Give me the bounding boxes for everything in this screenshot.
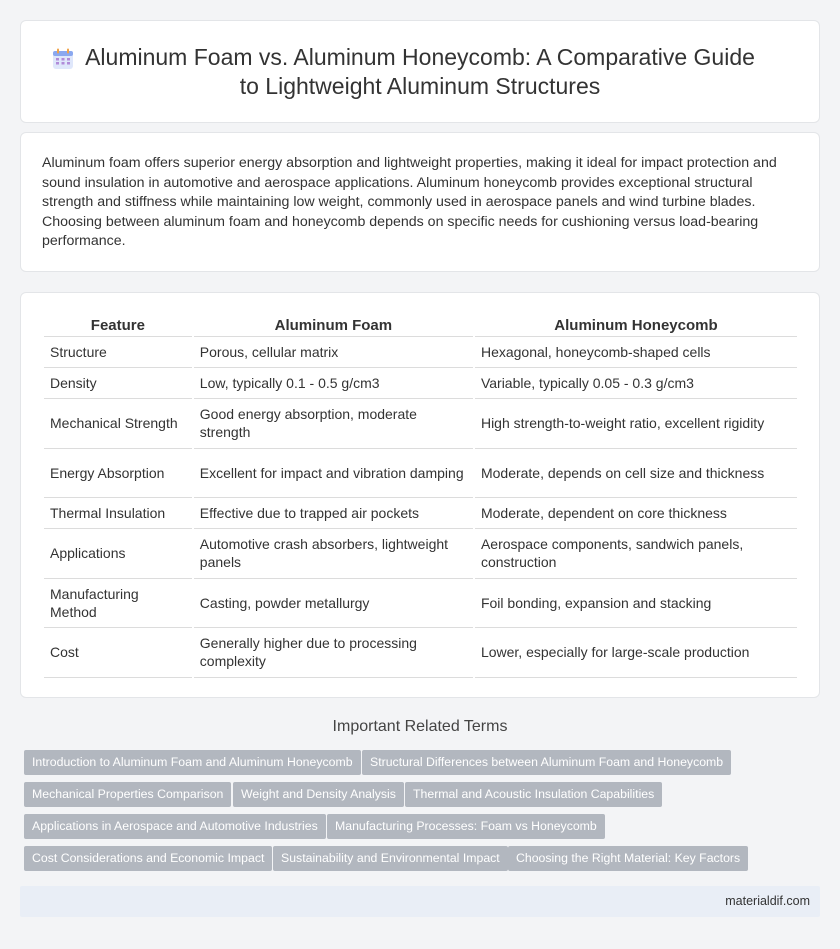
row-feature: Thermal Insulation: [44, 498, 192, 529]
table-row: [44, 449, 797, 499]
intro-paragraph: Aluminum foam offers superior energy absorption and lightweight properties, making it ideal for impact protection and sound insulation in automotive and aerospace applications. Aluminum honeycomb provides exceptional structural strength and stiffness while maintaining low weight, commonly used in aerospace panels and wind turbine blades. Choosing between aluminum foam and honeycomb depends on specific needs for cushioning versus load-bearing performance.: [42, 155, 777, 249]
row-feature: Density: [44, 368, 192, 399]
related-term-link[interactable]: Thermal and Acoustic Insulation Capabilities: [405, 782, 662, 807]
comparison-table-card: [20, 292, 820, 698]
related-term-link[interactable]: Manufacturing Processes: Foam vs Honeycomb: [327, 814, 605, 839]
comparison-table: [42, 315, 799, 678]
related-term-link[interactable]: Weight and Density Analysis: [233, 782, 404, 807]
row-feature: Applications: [44, 529, 192, 579]
table-header-row: [44, 315, 797, 337]
footer: [20, 886, 820, 917]
footer-site-name: materialdif.com: [725, 894, 810, 908]
related-terms-title: Important Related Terms: [332, 718, 508, 735]
row-honeycomb-value: Foil bonding, expansion and stacking: [475, 579, 797, 629]
row-foam-value: Generally higher due to processing complexity: [194, 628, 473, 678]
row-foam-value: Automotive crash absorbers, lightweight panels: [194, 529, 473, 579]
table-row: [44, 579, 797, 629]
page-title-line2: to Lightweight Aluminum Structures: [239, 73, 601, 99]
related-term-link[interactable]: Cost Considerations and Economic Impact: [24, 846, 272, 871]
table-row: [44, 498, 797, 529]
table-row: [44, 628, 797, 678]
row-feature: Cost: [44, 628, 192, 678]
row-foam-value: Casting, powder metallurgy: [194, 579, 473, 629]
row-honeycomb-value: Moderate, dependent on core thickness: [475, 498, 797, 529]
header-feature: Feature: [44, 315, 192, 337]
table-row: [44, 337, 797, 368]
row-honeycomb-value: High strength-to-weight ratio, excellent rigidity: [475, 399, 797, 449]
related-term-link[interactable]: Mechanical Properties Comparison: [24, 782, 231, 807]
intro-card: [20, 132, 820, 272]
related-term-link[interactable]: Introduction to Aluminum Foam and Aluminum Honeycomb: [24, 750, 361, 775]
table-row: [44, 529, 797, 579]
table-row: [44, 399, 797, 449]
row-foam-value: Excellent for impact and vibration damping: [194, 449, 473, 499]
header-aluminum-honeycomb: Aluminum Honeycomb: [475, 315, 797, 337]
row-foam-value: Low, typically 0.1 - 0.5 g/cm3: [194, 368, 473, 399]
related-term-link[interactable]: Applications in Aerospace and Automotive Industries: [24, 814, 326, 839]
related-term-link[interactable]: Choosing the Right Material: Key Factors: [508, 846, 748, 871]
related-term-link[interactable]: Structural Differences between Aluminum Foam and Honeycomb: [362, 750, 731, 775]
row-honeycomb-value: Hexagonal, honeycomb-shaped cells: [475, 337, 797, 368]
row-honeycomb-value: Lower, especially for large-scale production: [475, 628, 797, 678]
row-foam-value: Porous, cellular matrix: [194, 337, 473, 368]
row-honeycomb-value: Moderate, depends on cell size and thickness: [475, 449, 797, 499]
row-feature: Energy Absorption: [44, 449, 192, 499]
page-title: [21, 43, 819, 101]
row-feature: Mechanical Strength: [44, 399, 192, 449]
row-feature: Manufacturing Method: [44, 579, 192, 629]
header-aluminum-foam: Aluminum Foam: [194, 315, 473, 337]
row-honeycomb-value: Variable, typically 0.05 - 0.3 g/cm3: [475, 368, 797, 399]
related-term-link[interactable]: Sustainability and Environmental Impact: [273, 846, 508, 871]
row-feature: Structure: [44, 337, 192, 368]
row-honeycomb-value: Aerospace components, sandwich panels, construction: [475, 529, 797, 579]
row-foam-value: Good energy absorption, moderate strength: [194, 399, 473, 449]
header-card: [20, 20, 820, 123]
page-title-line1: Aluminum Foam vs. Aluminum Honeycomb: A Comparative Guide: [85, 44, 755, 70]
row-foam-value: Effective due to trapped air pockets: [194, 498, 473, 529]
table-row: [44, 368, 797, 399]
